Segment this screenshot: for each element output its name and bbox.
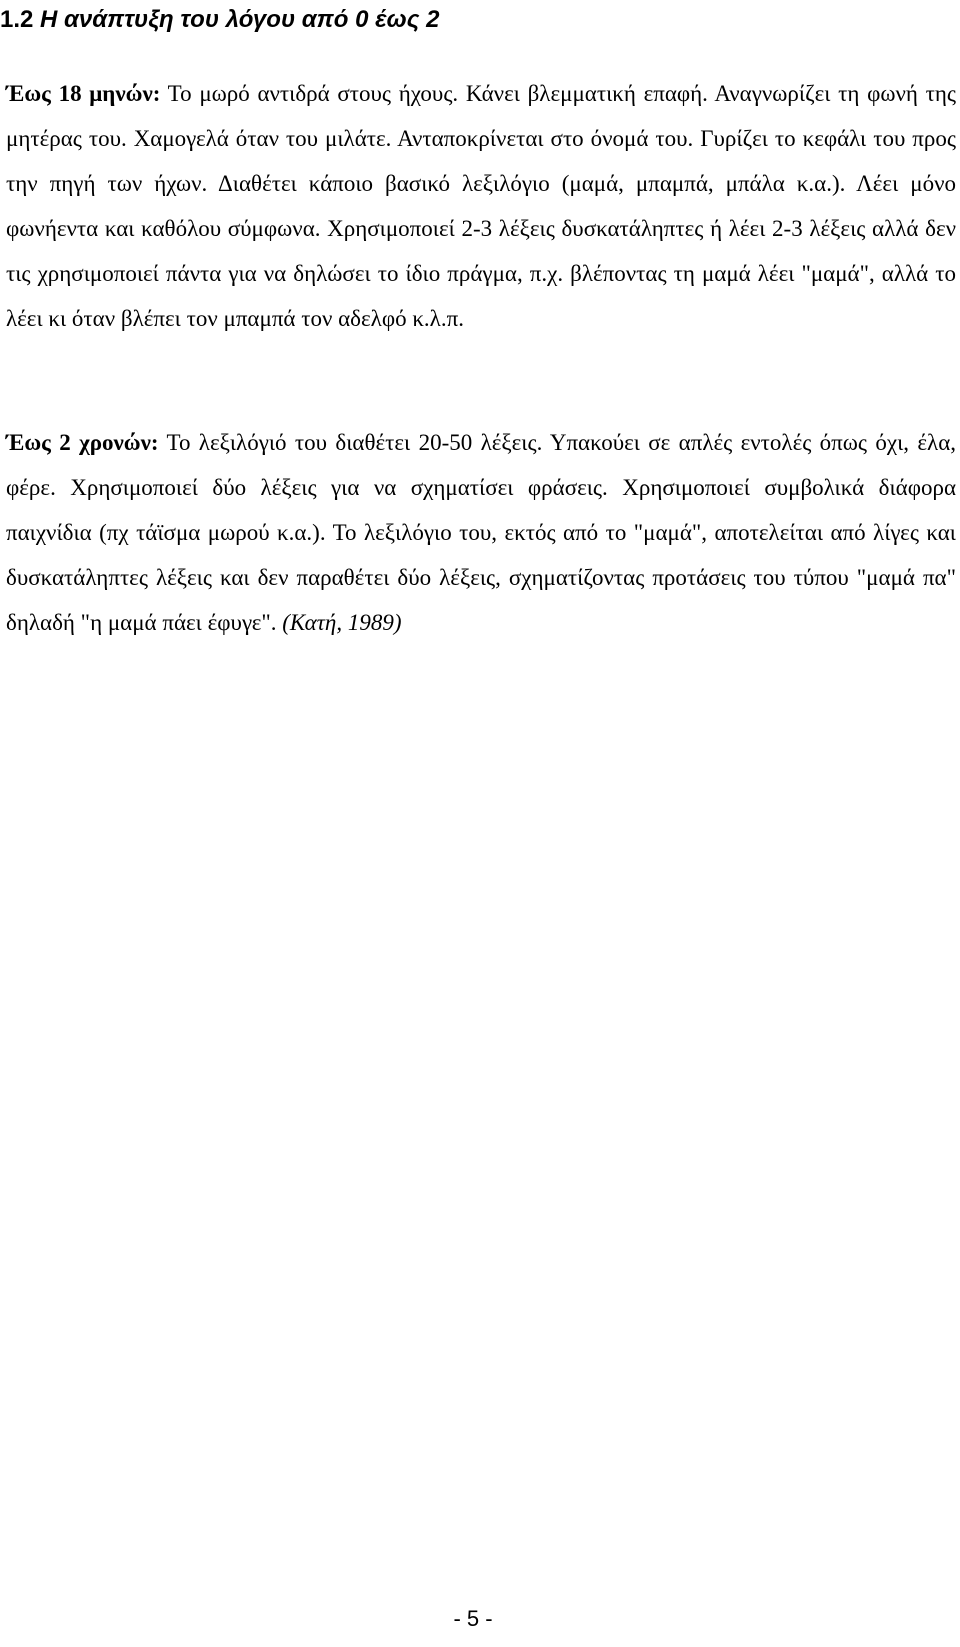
paragraph-text: Το λεξιλόγιό του διαθέτει 20-50 λέξεις. Υπακούει σε απλές εντολές όπως όχι, έλα, φέρε. Χρησιμοποιεί δύο λέξεις για να σχηματίσει φράσεις. Χρησιμοποιεί συμβολικά διάφορα παιχνίδια (πχ τάϊσμα μωρού κ.α.). Το λεξιλόγιο του, εκτός από το "μαμά", αποτελείται από λίγες και δυσκατάληπτες λέξεις και δεν παραθέτει δύο λέξεις, σχηματίζοντας προτάσεις του τύπου "μαμά πα" δηλαδή "η μαμά πάει έφυγε". (6, 430, 956, 635)
section-heading (0, 2, 439, 38)
paragraph-2-years (6, 420, 956, 645)
page-footer (0, 1604, 960, 1634)
paragraph-text: Το μωρό αντιδρά στους ήχους. Κάνει βλεμματική επαφή. Αναγνωρίζει τη φωνή της μητέρας του. Χαμογελά όταν του μιλάτε. Ανταποκρίνεται στο όνομά του. Γυρίζει το κεφάλι του προς την πηγή των ήχων. Διαθέτει κάποιο βασικό λεξιλόγιο (μαμά, μπαμπά, μπάλα κ.α.). Λέει μόνο φωνήεντα και καθόλου σύμφωνα. Χρησιμοποιεί 2-3 λέξεις δυσκατάληπτες ή λέει 2-3 λέξεις αλλά δεν τις χρησιμοποιεί πάντα για να δηλώσει το ίδιο πράγμα, π.χ. βλέποντας τη μαμά λέει "μαμά", αλλά το λέει κι όταν βλέπει τον μπαμπά τον αδελφό κ.λ.π. (6, 81, 956, 331)
section-title: Η ανάπτυξη του λόγου από 0 έως 2 (40, 6, 440, 33)
paragraph-lead: Έως 2 χρονών: (6, 430, 159, 455)
paragraph-lead: Έως 18 μηνών: (6, 81, 161, 106)
citation: (Κατή, 1989) (282, 610, 402, 635)
paragraph-18-months (6, 71, 956, 341)
section-number: 1.2 (0, 6, 34, 33)
page-number: - 5 - (453, 1606, 493, 1631)
